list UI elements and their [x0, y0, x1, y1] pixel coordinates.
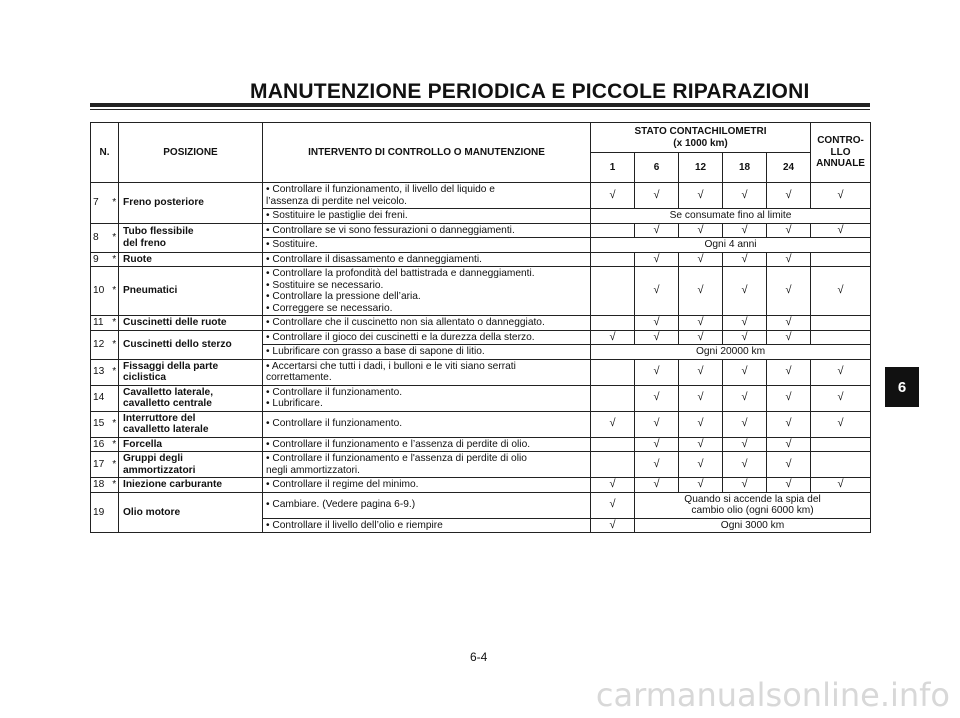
table-row	[91, 411, 871, 437]
row-number: 13	[91, 359, 111, 385]
row-action: • Controllare il disassamento e danneggiamenti.	[263, 252, 591, 267]
check-cell: √	[767, 316, 811, 331]
page-number: 6-4	[470, 650, 488, 664]
row-position: Interruttore del cavalletto laterale	[119, 411, 263, 437]
row-position: Cuscinetti dello sterzo	[119, 330, 263, 359]
check-cell: √	[723, 437, 767, 452]
table-row	[91, 437, 871, 452]
check-cell: √	[635, 223, 679, 238]
table-row	[91, 359, 871, 385]
check-cell	[591, 267, 635, 316]
check-cell: √	[591, 330, 635, 345]
check-cell: √	[591, 518, 635, 533]
check-cell	[591, 223, 635, 238]
check-cell: √	[723, 359, 767, 385]
check-cell: √	[811, 359, 871, 385]
check-cell: √	[679, 267, 723, 316]
row-star: *	[111, 411, 119, 437]
check-cell: √	[723, 452, 767, 478]
table-row	[91, 478, 871, 493]
check-cell: √	[635, 316, 679, 331]
row-star: *	[111, 223, 119, 252]
check-cell: √	[679, 183, 723, 209]
row-action: • Controllare il livello dell’olio e riempire	[263, 518, 591, 533]
row-number: 17	[91, 452, 111, 478]
row-position: Olio motore	[119, 492, 263, 533]
row-position: Ruote	[119, 252, 263, 267]
row-number: 18	[91, 478, 111, 493]
row-number: 11	[91, 316, 111, 331]
check-cell: √	[811, 385, 871, 411]
row-action: • Accertarsi che tutti i dadi, i bulloni e le viti siano serrati correttamente.	[263, 359, 591, 385]
check-cell: √	[679, 452, 723, 478]
row-action: • Controllare il funzionamento, il livello del liquido e l’assenza di perdite nel veicolo.	[263, 183, 591, 209]
check-cell: √	[723, 385, 767, 411]
check-cell: √	[767, 385, 811, 411]
row-number: 7	[91, 183, 111, 224]
check-cell: √	[679, 411, 723, 437]
row-star: *	[111, 267, 119, 316]
check-cell	[591, 359, 635, 385]
row-star: *	[111, 183, 119, 224]
row-position: Pneumatici	[119, 267, 263, 316]
check-cell: √	[635, 411, 679, 437]
interval-note: Ogni 3000 km	[635, 518, 871, 533]
check-cell: √	[767, 330, 811, 345]
row-position: Cavalletto laterale, cavalletto centrale	[119, 385, 263, 411]
check-cell	[591, 385, 635, 411]
row-star: *	[111, 452, 119, 478]
table-row	[91, 316, 871, 331]
interval-note: Se consumate fino al limite	[591, 209, 871, 224]
check-cell: √	[723, 252, 767, 267]
check-cell	[811, 330, 871, 345]
check-cell: √	[635, 330, 679, 345]
check-cell: √	[635, 478, 679, 493]
table-row	[91, 385, 871, 411]
title-rule-thick	[90, 103, 870, 107]
check-cell: √	[767, 452, 811, 478]
check-cell: √	[723, 330, 767, 345]
check-cell: √	[767, 252, 811, 267]
table-row	[91, 267, 871, 316]
check-cell: √	[723, 411, 767, 437]
check-cell: √	[723, 316, 767, 331]
check-cell: √	[635, 252, 679, 267]
check-cell: √	[679, 316, 723, 331]
check-cell: √	[591, 411, 635, 437]
interval-note: Ogni 20000 km	[591, 345, 871, 360]
watermark-text: carmanualsonline.info	[595, 676, 950, 714]
table-row	[91, 452, 871, 478]
interval-note: Ogni 4 anni	[591, 238, 871, 253]
row-number: 9	[91, 252, 111, 267]
row-action: • Controllare se vi sono fessurazioni o danneggiamenti.	[263, 223, 591, 238]
check-cell: √	[767, 359, 811, 385]
check-cell	[591, 252, 635, 267]
table-row	[91, 183, 871, 209]
check-cell: √	[591, 183, 635, 209]
row-action: • Controllare il funzionamento. • Lubrificare.	[263, 385, 591, 411]
check-cell: √	[811, 223, 871, 238]
header-km: 12	[679, 153, 723, 183]
row-action: • Controllare il funzionamento e l'assenza di perdite di olio negli ammortizzatori.	[263, 452, 591, 478]
maintenance-table-body	[91, 183, 871, 533]
header-km: 1	[591, 153, 635, 183]
header-km: 24	[767, 153, 811, 183]
check-cell: √	[767, 478, 811, 493]
check-cell: √	[679, 223, 723, 238]
check-cell	[591, 316, 635, 331]
row-star: *	[111, 252, 119, 267]
row-position: Gruppi degli ammortizzatori	[119, 452, 263, 478]
row-action: • Controllare il gioco dei cuscinetti e la durezza della sterzo.	[263, 330, 591, 345]
row-number: 8	[91, 223, 111, 252]
row-action: • Controllare il funzionamento.	[263, 411, 591, 437]
header-km: 18	[723, 153, 767, 183]
check-cell: √	[591, 478, 635, 493]
check-cell: √	[679, 359, 723, 385]
check-cell	[591, 437, 635, 452]
check-cell	[811, 252, 871, 267]
check-cell: √	[811, 478, 871, 493]
check-cell	[591, 452, 635, 478]
row-position: Tubo flessibile del freno	[119, 223, 263, 252]
check-cell: √	[635, 359, 679, 385]
check-cell: √	[811, 411, 871, 437]
check-cell: √	[679, 437, 723, 452]
row-number: 15	[91, 411, 111, 437]
interval-note: Quando si accende la spia del cambio olio (ogni 6000 km)	[635, 492, 871, 518]
table-row	[91, 330, 871, 345]
check-cell: √	[723, 267, 767, 316]
check-cell: √	[679, 330, 723, 345]
row-action: • Lubrificare con grasso a base di sapone di litio.	[263, 345, 591, 360]
maintenance-table	[90, 122, 871, 533]
header-action: INTERVENTO DI CONTROLLO O MANUTENZIONE	[263, 123, 591, 183]
header-position: POSIZIONE	[119, 123, 263, 183]
check-cell: √	[679, 252, 723, 267]
row-star	[111, 385, 119, 411]
check-cell	[811, 437, 871, 452]
row-number: 19	[91, 492, 111, 533]
check-cell: √	[723, 478, 767, 493]
row-action: • Controllare la profondità del battistrada e danneggiamenti. • Sostituire se necessario. • Controllare la pressione dell’aria. • Correggere se necessario.	[263, 267, 591, 316]
row-action: • Cambiare. (Vedere pagina 6-9.)	[263, 492, 591, 518]
table-row	[91, 223, 871, 238]
check-cell: √	[767, 183, 811, 209]
check-cell: √	[723, 183, 767, 209]
header-odometer: STATO CONTACHILOMETRI (x 1000 km)	[591, 123, 811, 153]
check-cell: √	[679, 385, 723, 411]
check-cell	[811, 452, 871, 478]
check-cell: √	[679, 478, 723, 493]
row-number: 16	[91, 437, 111, 452]
row-action: • Controllare il regime del minimo.	[263, 478, 591, 493]
row-star: *	[111, 437, 119, 452]
check-cell: √	[767, 223, 811, 238]
check-cell: √	[767, 437, 811, 452]
row-number: 10	[91, 267, 111, 316]
row-action: • Sostituire le pastiglie dei freni.	[263, 209, 591, 224]
row-position: Freno posteriore	[119, 183, 263, 224]
check-cell: √	[635, 183, 679, 209]
check-cell: √	[635, 385, 679, 411]
row-position: Fissaggi della parte ciclistica	[119, 359, 263, 385]
row-position: Forcella	[119, 437, 263, 452]
row-star: *	[111, 316, 119, 331]
check-cell: √	[723, 223, 767, 238]
table-row	[91, 252, 871, 267]
row-action: • Sostituire.	[263, 238, 591, 253]
row-number: 12	[91, 330, 111, 359]
header-km: 6	[635, 153, 679, 183]
check-cell: √	[591, 492, 635, 518]
header-annual: CONTRO- LLO ANNUALE	[811, 123, 871, 183]
check-cell: √	[767, 267, 811, 316]
title-rule-thin	[90, 109, 870, 110]
row-position: Iniezione carburante	[119, 478, 263, 493]
row-star: *	[111, 330, 119, 359]
table-row	[91, 492, 871, 518]
row-star: *	[111, 359, 119, 385]
check-cell: √	[767, 411, 811, 437]
check-cell: √	[811, 183, 871, 209]
row-number: 14	[91, 385, 111, 411]
page-title: MANUTENZIONE PERIODICA E PICCOLE RIPARAZIONI	[250, 80, 810, 103]
row-action: • Controllare che il cuscinetto non sia allentato o danneggiato.	[263, 316, 591, 331]
chapter-tab: 6	[885, 367, 919, 407]
row-star: *	[111, 478, 119, 493]
row-position: Cuscinetti delle ruote	[119, 316, 263, 331]
check-cell: √	[635, 267, 679, 316]
check-cell: √	[635, 452, 679, 478]
row-star	[111, 492, 119, 533]
check-cell	[811, 316, 871, 331]
check-cell: √	[811, 267, 871, 316]
header-num: N.	[91, 123, 119, 183]
row-action: • Controllare il funzionamento e l’assenza di perdite di olio.	[263, 437, 591, 452]
check-cell: √	[635, 437, 679, 452]
